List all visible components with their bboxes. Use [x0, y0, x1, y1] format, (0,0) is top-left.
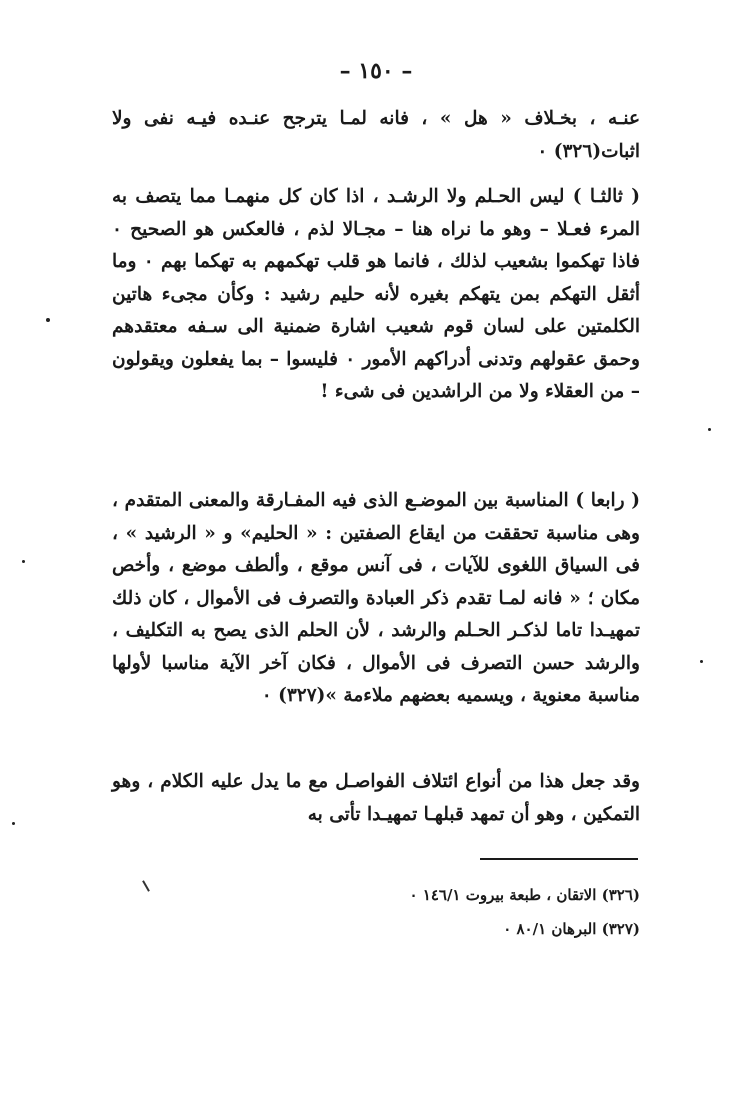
- footnote-326: (٣٢٦) الاتقان ، طبعة بيروت ١٤٦/١ ٠: [409, 886, 640, 904]
- paragraph-3: ( رابعا ) المناسبة بين الموضـع الذى فيه المفـارقة والمعنى المتقدم ، وهى مناسبة تحققت من ايقاع الصفتين : « الحليم» و « الرشيد » ، فى السياق اللغوى للآيات ، فى آنس موقع ، وألطف موضع ، وأخص مكان ؛ « فانه لمـا تقدم ذكر العبادة والتصرف فى الأموال ، كان ذلك تمهيـدا تاما لذكـر الحـلم والرشد ، لأن الحلم الذى يصح به التكليف ، والرشد حسن التصرف فى الأموال ، فكان آخر الآية مناسبا لأولها مناسبة معنوية ، ويسميه بعضهم ملاءمة »(٣٢٧) ٠: [112, 490, 640, 706]
- paragraph-4: وقد جعل هذا من أنواع ائتلاف الفواصـل مع ما يدل عليه الكلام ، وهو التمكين ، وهو أن تمهد قبلهـا تمهيـدا تأتى به: [112, 771, 640, 825]
- footnote-divider: [480, 858, 638, 860]
- scan-mark: [142, 880, 150, 891]
- scan-speck: [12, 822, 15, 825]
- scan-speck: [700, 660, 703, 663]
- page-number: – ١٥٠ –: [339, 58, 413, 84]
- paragraph-2: ( ثالثـا ) ليس الحـلم ولا الرشـد ، اذا كان كل منهمـا مما يتصف به المرء فعـلا – وهو ما نراه هنا – مجـالا لذم ، فالعكس هو الصحيح ٠ فاذا تهكموا بشعيب لذلك ، فانما هو قلب تهكمهم به تهكما بهم ٠ وما أثقل التهكم بمن يتهكم بغيره لأنه حليم رشيد : وكأن مجىء هاتين الكلمتين على لسان قوم شعيب اشارة ضمنية الى سـفه معتقدهم وحمق عقولهم وتدنى أدراكهم الأمور ٠ فليسوا – بما يفعلون ويقولون – من العقلاء ولا من الراشدين فى شىء !: [112, 186, 641, 402]
- scan-speck: [46, 318, 50, 322]
- paragraph-1: عنـه ، بخـلاف « هل » ، فانه لمـا يترجح عنـده فيـه نفى ولا اثبات(٣٢٦) ٠: [112, 108, 640, 162]
- scan-speck: [708, 428, 711, 431]
- footnote-327: (٣٢٧) البرهان ٨٠/١ ٠: [503, 920, 640, 938]
- footnotes: [300, 878, 640, 946]
- scan-speck: [22, 560, 25, 563]
